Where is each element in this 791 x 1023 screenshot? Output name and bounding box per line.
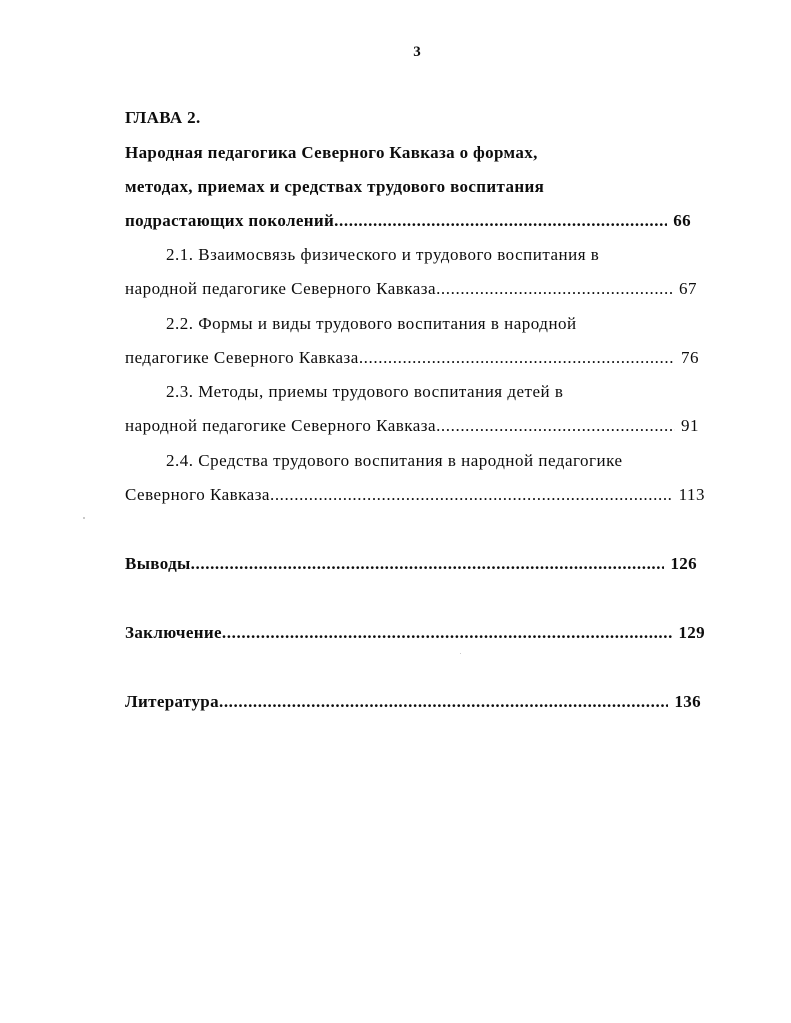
dot-leader [436, 278, 673, 300]
section-2-2-line-1: 2.2. Формы и виды трудового воспитания в народной [166, 314, 577, 333]
section-2-2-page-number: 76 [681, 348, 699, 367]
summary-label: Заключение [125, 623, 222, 642]
dot-leader [219, 691, 668, 713]
section-2-1-page-number: 67 [679, 279, 697, 298]
dot-leader [436, 415, 675, 437]
toc-entry-section-2-3[interactable] [125, 415, 699, 437]
section-2-1-line-1: 2.1. Взаимосвязь физического и трудового воспитания в [166, 245, 600, 264]
dot-leader [191, 553, 665, 575]
toc-entry-references[interactable] [125, 691, 701, 713]
dot-leader [359, 347, 675, 369]
scan-speck [83, 517, 85, 519]
dot-leader [270, 484, 673, 506]
page-number: 3 [413, 44, 421, 60]
chapter-title-line-2: методах, приемах и средствах трудового воспитания [125, 177, 545, 196]
chapter-title-line-3: подрастающих поколений [125, 211, 335, 230]
toc-entry-summary[interactable] [125, 622, 705, 644]
toc-entry-chapter-2[interactable] [125, 210, 691, 232]
dot-leader [334, 210, 667, 232]
section-2-3-line-2: народной педагогике Северного Кавказа [125, 416, 437, 435]
section-2-2-line-2: педагогике Северного Кавказа [125, 348, 359, 367]
chapter-title-line-1: Народная педагогика Северного Кавказа о формах, [125, 143, 538, 162]
references-label: Литература [125, 692, 219, 711]
dot-leader [222, 622, 673, 644]
chapter-heading: ГЛАВА 2. [125, 108, 201, 127]
toc-entry-section-2-2[interactable] [125, 347, 699, 369]
toc-entry-conclusions[interactable] [125, 553, 697, 575]
summary-page-number: 129 [678, 623, 705, 642]
toc-entry-section-2-1[interactable] [125, 278, 697, 300]
section-2-3-page-number: 91 [681, 416, 699, 435]
section-2-1-line-2: народной педагогике Северного Кавказа [125, 279, 437, 298]
chapter-page-number: 66 [673, 211, 691, 230]
section-2-4-page-number: 113 [678, 485, 705, 504]
section-2-4-line-1: 2.4. Средства трудового воспитания в народной педагогике [166, 451, 623, 470]
references-page-number: 136 [674, 692, 701, 711]
conclusions-label: Выводы [125, 554, 191, 573]
toc-entry-section-2-4[interactable] [125, 484, 705, 506]
section-2-4-line-2: Северного Кавказа [125, 485, 270, 504]
scan-speck [460, 653, 461, 654]
section-2-3-line-1: 2.3. Методы, приемы трудового воспитания детей в [166, 382, 564, 401]
conclusions-page-number: 126 [670, 554, 697, 573]
